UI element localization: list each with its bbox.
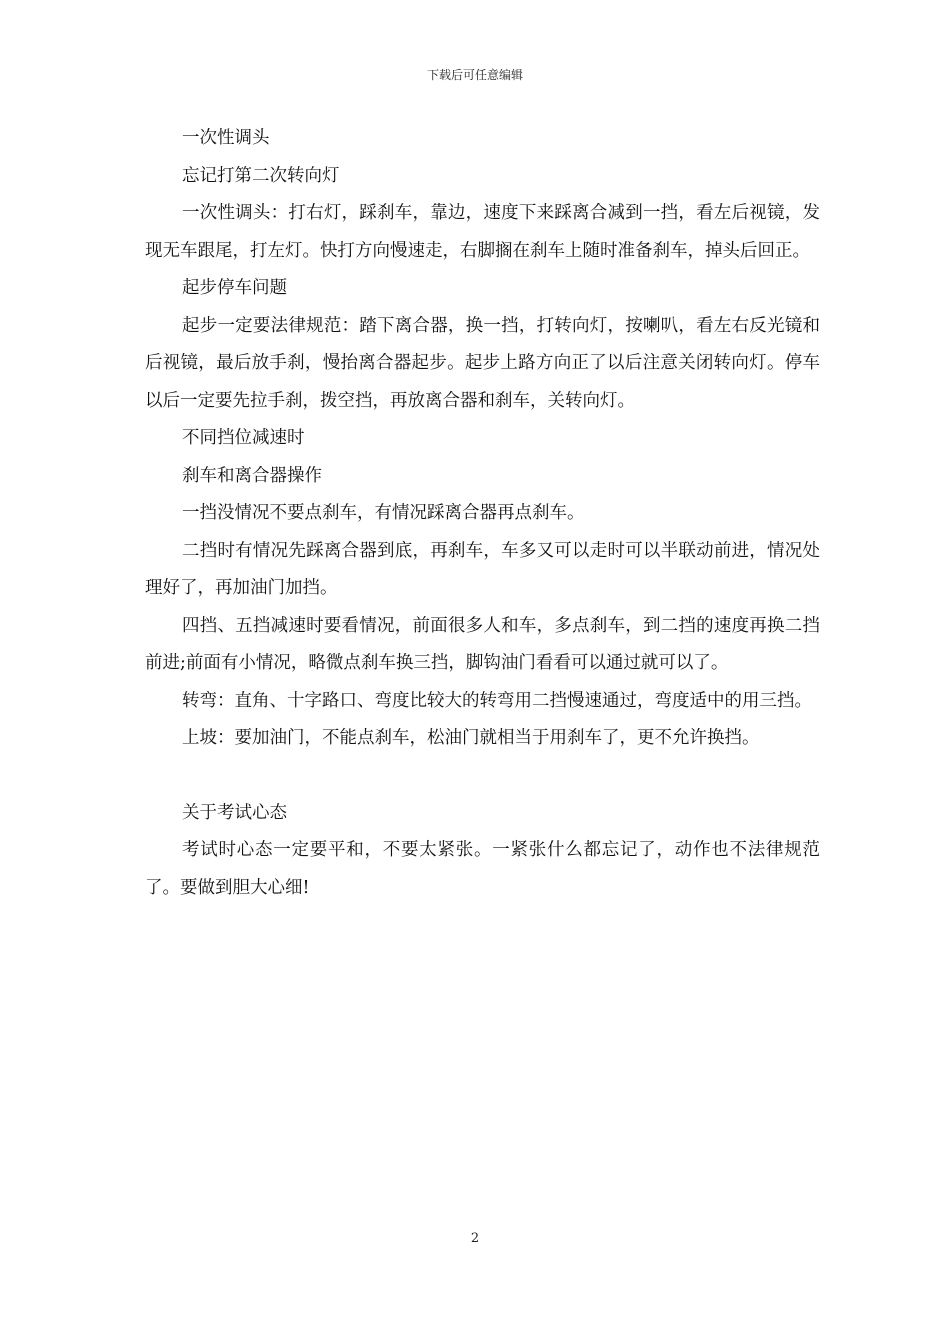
paragraph-fourth-fifth-gear: 四挡、五挡减速时要看情况，前面很多人和车，多点刹车，到二挡的速度再换二挡前进;前面有小情况，略微点刹车换三挡，脚钩油门看看可以通过就可以了。 [145,615,820,673]
paragraph-first-gear: 一挡没情况不要点刹车，有情况踩离合器再点刹车。 [182,503,585,523]
blank-line [145,758,820,795]
paragraph-start-stop: 起步一定要法律规范：踏下离合器，换一挡，打转向灯，按喇叭，看左右反光镜和后视镜，最后放手刹，慢抬离合器起步。起步上路方向正了以后注意关闭转向灯。停车以后一定要先拉手刹，拨空挡，再放离合器和刹车，关转向灯。 [145,315,820,411]
heading-gear-deceleration: 不同挡位减速时 [182,428,305,448]
paragraph-u-turn: 一次性调头：打右灯，踩刹车，靠边，速度下来踩离合减到一挡，看左后视镜，发现无车跟尾，打左灯。快打方向慢速走，右脚搁在刹车上随时准备刹车，掉头后回正。 [145,203,820,261]
page-header: 下载后可任意编辑 [426,68,523,82]
paragraph-exam-mindset: 考试时心态一定要平和，不要太紧张。一紧张什么都忘记了，动作也不法律规范了。要做到胆大心细! [145,840,820,898]
heading-exam-mindset: 关于考试心态 [182,802,287,823]
heading-one-time-u-turn: 一次性调头 [182,128,270,148]
paragraph-turning: 转弯：直角、十字路口、弯度比较大的转弯用二挡慢速通过，弯度适中的用三挡。 [182,690,812,711]
heading-start-stop: 起步停车问题 [182,278,287,298]
heading-brake-clutch: 刹车和离合器操作 [182,465,322,486]
document-body [145,120,820,907]
page-number: 2 [470,1231,480,1246]
paragraph-second-gear: 二挡时有情况先踩离合器到底，再刹车，车多又可以走时可以半联动前进，情况处理好了，再加油门加挡。 [145,540,820,598]
paragraph-uphill: 上坡：要加油门，不能点刹车，松油门就相当于用刹车了，更不允许换挡。 [182,728,760,748]
heading-forgot-turn-signal: 忘记打第二次转向灯 [182,165,340,186]
